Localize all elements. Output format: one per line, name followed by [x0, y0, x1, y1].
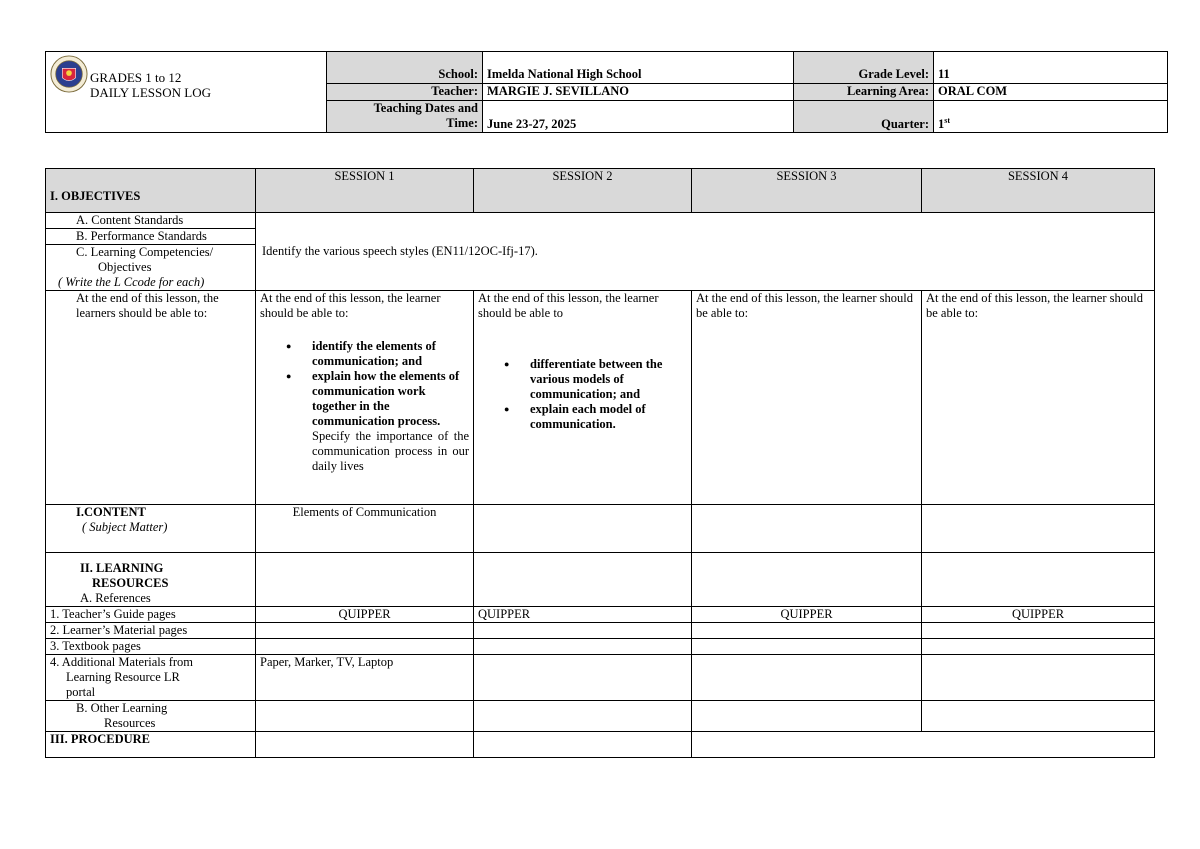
title-line-2: DAILY LESSON LOG	[90, 85, 211, 100]
area-label: Learning Area:	[794, 84, 934, 101]
dates-label-line-2: Time:	[446, 115, 478, 130]
s2-tg-value: QUIPPER	[474, 607, 692, 623]
s2-tb	[474, 639, 692, 655]
textbook-pages-label: 3. Textbook pages	[46, 639, 256, 655]
s1-bullet-1: ● identify the elements of communication; and	[312, 339, 469, 369]
s3-tg-value: QUIPPER	[692, 607, 922, 623]
competencies-label	[46, 245, 256, 291]
session-2-header: SESSION 2	[474, 169, 692, 213]
teacher-value: MARGIE J. SEVILLANO	[483, 84, 794, 101]
s2-procedure	[474, 732, 692, 758]
s4-resources	[922, 553, 1155, 607]
session-2-objectives	[474, 291, 692, 505]
other-line-1: B. Other Learning	[76, 701, 168, 715]
other-line-2: Resources	[104, 716, 156, 730]
resources-heading-line-1: II. LEARNING	[80, 561, 164, 575]
s2-lm	[474, 623, 692, 639]
content-heading: I.CONTENT	[76, 505, 146, 519]
header-table	[45, 51, 1168, 133]
s2-intro: At the end of this lesson, the learner should be able to	[478, 291, 659, 320]
competencies-line-2: Objectives	[98, 260, 152, 274]
s1-intro: At the end of this lesson, the learner should be able to:	[260, 291, 441, 320]
school-label: School:	[327, 52, 483, 84]
tg-pages-label: 1. Teacher’s Guide pages	[46, 607, 256, 623]
session-4-objectives: At the end of this lesson, the learner should be able to:	[922, 291, 1155, 505]
teacher-label: Teacher:	[327, 84, 483, 101]
performance-standards-label: B. Performance Standards	[46, 229, 256, 245]
session-4-content	[922, 505, 1155, 553]
s4-tb	[922, 639, 1155, 655]
resources-heading-line-2: RESOURCES	[92, 576, 169, 590]
s3-resources	[692, 553, 922, 607]
lesson-log-table	[45, 168, 1155, 758]
area-value: ORAL COM	[934, 84, 1168, 101]
references-label: A. References	[80, 591, 151, 605]
s1-procedure	[256, 732, 474, 758]
s2-bullet-list	[478, 357, 687, 432]
procedure-heading: III. PROCEDURE	[46, 732, 256, 758]
dates-label-line-1: Teaching Dates and	[373, 100, 478, 115]
s3-other	[692, 701, 922, 732]
session-3-header: SESSION 3	[692, 169, 922, 213]
s1-resources	[256, 553, 474, 607]
lm-pages-label: 2. Learner’s Material pages	[46, 623, 256, 639]
competencies-note: ( Write the L Ccode for each)	[58, 275, 205, 289]
grade-value: 11	[934, 52, 1168, 84]
s2-am	[474, 655, 692, 701]
quarter-label: Quarter:	[794, 100, 934, 132]
school-value: Imelda National High School	[483, 52, 794, 84]
competencies-line-1: C. Learning Competencies/	[76, 245, 214, 259]
quarter-suffix: st	[944, 115, 951, 125]
s3-am	[692, 655, 922, 701]
s2-bullet-2: ● explain each model of communication.	[530, 402, 687, 432]
additional-materials-label	[46, 655, 256, 701]
quarter-value	[934, 100, 1168, 132]
content-label	[46, 505, 256, 553]
header-title	[90, 70, 211, 100]
session-2-content	[474, 505, 692, 553]
session-4-header: SESSION 4	[922, 169, 1155, 213]
s4-lm	[922, 623, 1155, 639]
s2-bullet-1: ● differentiate between the various models of communication; and	[530, 357, 687, 402]
content-subheading: ( Subject Matter)	[82, 520, 168, 534]
s1-other	[256, 701, 474, 732]
dates-value: June 23-27, 2025	[483, 100, 794, 132]
dates-label	[327, 100, 483, 132]
s1-extra: Specify the importance of the communication process in our daily lives	[312, 429, 469, 473]
session-1-objectives	[256, 291, 474, 505]
s1-lm	[256, 623, 474, 639]
s4-am	[922, 655, 1155, 701]
competency-text: Identify the various speech styles (EN11/12OC-Ifj-17).	[256, 213, 1155, 291]
header-logo-cell	[46, 52, 327, 133]
am-line-2: Learning Resource LR	[66, 670, 180, 684]
title-line-1: GRADES 1 to 12	[90, 70, 182, 85]
s1-tb	[256, 639, 474, 655]
content-standards-label: A. Content Standards	[46, 213, 256, 229]
end-of-lesson-label: At the end of this lesson, the learners should be able to:	[46, 291, 256, 505]
session-1-content: Elements of Communication	[256, 505, 474, 553]
s34-procedure	[692, 732, 1155, 758]
session-3-objectives: At the end of this lesson, the learner should be able to:	[692, 291, 922, 505]
quarter-number: 1	[938, 117, 945, 131]
other-resources-label	[46, 701, 256, 732]
am-line-3: portal	[66, 685, 96, 699]
s3-tb	[692, 639, 922, 655]
learning-resources-label	[46, 553, 256, 607]
s4-other	[922, 701, 1155, 732]
objectives-heading: I. OBJECTIVES	[46, 169, 256, 213]
s2-other	[474, 701, 692, 732]
s1-tg-value: QUIPPER	[256, 607, 474, 623]
deped-seal-icon	[50, 55, 88, 93]
s2-resources	[474, 553, 692, 607]
s3-lm	[692, 623, 922, 639]
s1-additional-materials: Paper, Marker, TV, Laptop	[256, 655, 474, 701]
s1-bullet-list	[260, 339, 469, 429]
grade-label: Grade Level:	[794, 52, 934, 84]
am-line-1: 4. Additional Materials from	[50, 655, 194, 669]
s4-tg-value: QUIPPER	[922, 607, 1155, 623]
s1-bullet-2: ● explain how the elements of communication work together in the communication process.	[312, 369, 469, 429]
session-3-content	[692, 505, 922, 553]
session-1-header: SESSION 1	[256, 169, 474, 213]
